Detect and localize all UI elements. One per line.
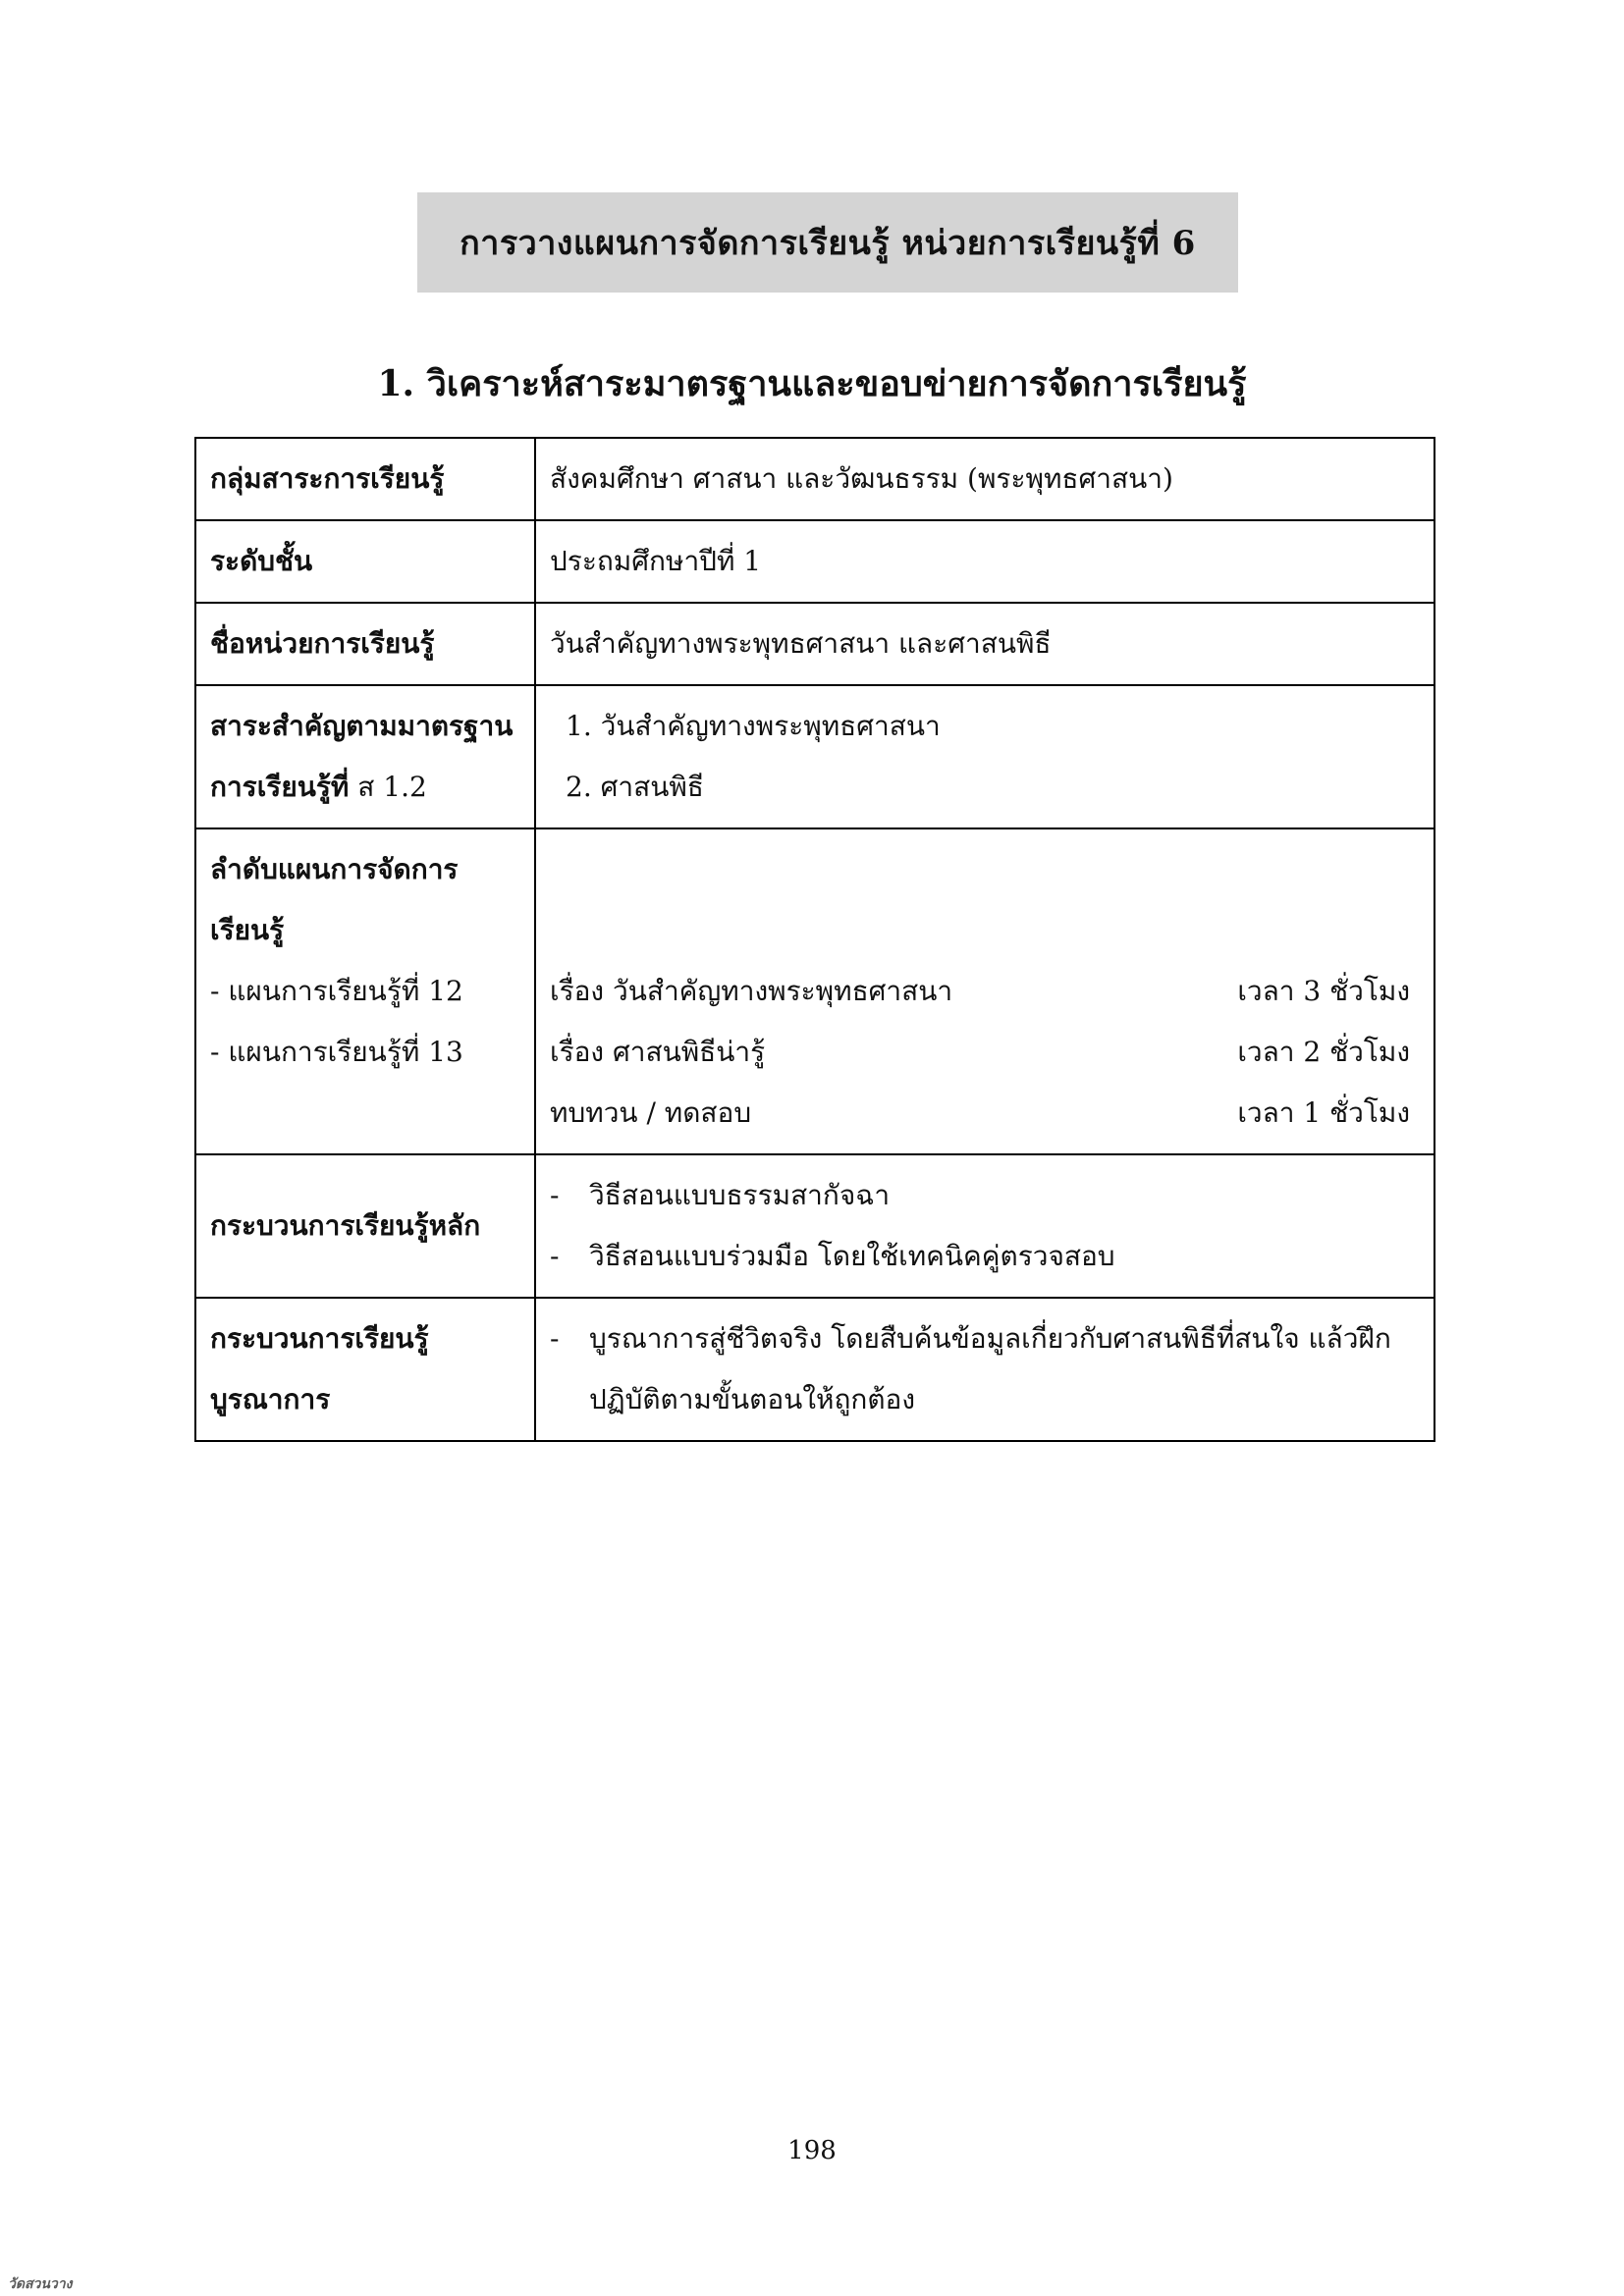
plan-label: - แผนการเรียนรู้ที่ 13 <box>210 1036 463 1068</box>
integrated-text-line1: บูรณาการสู่ชีวิตจริง โดยสืบค้นข้อมูลเกี่ยวกับศาสนพิธีที่สนใจ แล้วฝึก <box>589 1322 1391 1355</box>
main-process-label-text: กระบวนการเรียนรู้หลัก <box>210 1209 481 1242</box>
list-item <box>550 1226 1420 1287</box>
spacer <box>550 900 1420 961</box>
core-content-label-line2-bold: การเรียนรู้ที่ <box>210 771 350 803</box>
core-content-item: 2. ศาสนพิธี <box>566 771 704 803</box>
list-item-text: วิธีสอนแบบร่วมมือ โดยใช้เทคนิคคู่ตรวจสอบ <box>589 1240 1115 1272</box>
core-content-label-line1: สาระสำคัญตามมาตรฐาน <box>210 710 514 742</box>
spacer <box>210 1083 520 1144</box>
watermark-logo: วัดสวนวาง <box>8 2276 73 2292</box>
grade-level-value: ประถมศึกษาปีที่ 1 <box>535 520 1435 603</box>
plan-time: เวลา 2 ชั่วโมง <box>1237 1036 1410 1068</box>
dash-marker: - <box>550 1179 560 1211</box>
table-row-grade-level <box>195 520 1435 603</box>
grade-level-label: ระดับชั้น <box>195 520 535 603</box>
plan-sequence-label <box>195 828 535 1154</box>
main-process-value <box>535 1154 1435 1298</box>
integrated-process-value <box>535 1298 1435 1441</box>
plan-label: - แผนการเรียนรู้ที่ 12 <box>210 975 463 1007</box>
core-content-value <box>535 685 1435 828</box>
plan-row <box>550 1083 1420 1144</box>
spacer <box>550 839 1420 900</box>
integrated-text-line2: ปฏิบัติตามขั้นตอนให้ถูกต้อง <box>589 1383 916 1415</box>
plan-topic: เรื่อง ศาสนพิธีน่ารู้ <box>550 1036 766 1068</box>
integrated-process-label-line1: กระบวนการเรียนรู้ <box>210 1322 429 1355</box>
plan-time: เวลา 1 ชั่วโมง <box>1237 1096 1410 1129</box>
unit-name-value: วันสำคัญทางพระพุทธศาสนา และศาสนพิธี <box>535 603 1435 685</box>
plan-sequence-label-line1: ลำดับแผนการจัดการ <box>210 853 459 885</box>
integrated-process-label <box>195 1298 535 1441</box>
main-process-label <box>195 1154 535 1298</box>
table-row-core-content <box>195 685 1435 828</box>
section-heading: 1. วิเคราะห์สาระมาตรฐานและขอบข่ายการจัดการเรียนรู้ <box>377 363 1247 404</box>
dash-marker: - <box>550 1240 560 1272</box>
plan-time: เวลา 3 ชั่วโมง <box>1237 975 1410 1007</box>
integrated-process-label-line2: บูรณาการ <box>210 1383 331 1415</box>
table-row-unit-name <box>195 603 1435 685</box>
dash-marker: - <box>550 1322 560 1355</box>
plan-topic: เรื่อง วันสำคัญทางพระพุทธศาสนา <box>550 975 953 1007</box>
plan-sequence-value <box>535 828 1435 1154</box>
table-row-integrated-process <box>195 1298 1435 1441</box>
analysis-table <box>194 437 1435 1442</box>
list-item <box>550 1165 1420 1226</box>
table-row-plan-sequence <box>195 828 1435 1154</box>
unit-name-label: ชื่อหน่วยการเรียนรู้ <box>195 603 535 685</box>
plan-row <box>550 961 1420 1022</box>
plan-topic: ทบทวน / ทดสอบ <box>550 1096 752 1129</box>
plan-row <box>550 1022 1420 1083</box>
table-row-main-process <box>195 1154 1435 1298</box>
core-content-label <box>195 685 535 828</box>
core-content-label-line2-plain: ส 1.2 <box>349 771 427 803</box>
list-item-text: วิธีสอนแบบธรรมสากัจฉา <box>589 1179 891 1211</box>
subject-group-label: กลุ่มสาระการเรียนรู้ <box>195 438 535 520</box>
page-title: การวางแผนการจัดการเรียนรู้ หน่วยการเรียนรู้ที่ 6 <box>460 224 1196 263</box>
table-row-subject-group <box>195 438 1435 520</box>
subject-group-value: สังคมศึกษา ศาสนา และวัฒนธรรม (พระพุทธศาสนา) <box>535 438 1435 520</box>
plan-sequence-label-line2: เรียนรู้ <box>210 914 285 946</box>
list-item <box>550 1308 1420 1430</box>
page-number: 198 <box>787 2136 837 2165</box>
list-item-text <box>589 1308 1420 1430</box>
core-content-label-line2 <box>210 757 520 818</box>
page-title-box <box>417 192 1238 293</box>
core-content-item: 1. วันสำคัญทางพระพุทธศาสนา <box>566 710 941 742</box>
